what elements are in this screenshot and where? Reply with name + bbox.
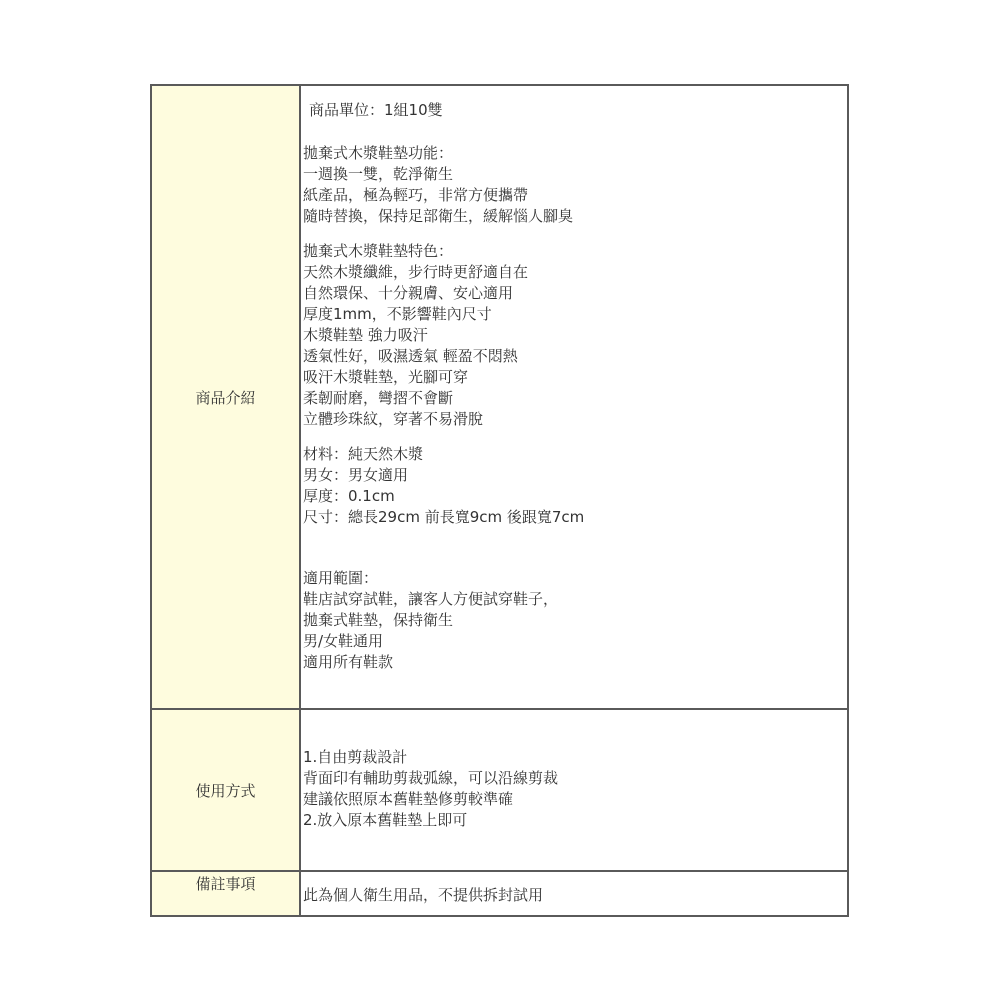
usage-line: 建議依照原本舊鞋墊修剪較準確 [303, 790, 514, 808]
usage-line: 1.自由剪裁設計 [303, 748, 408, 766]
feature-line: 木漿鞋墊 強力吸汗 [303, 326, 428, 344]
spec-thickness: 厚度：0.1cm [303, 487, 395, 505]
notes-row [151, 871, 848, 916]
usage-label: 使用方式 [151, 709, 300, 871]
scope-line: 鞋店試穿試鞋，讓客人方便試穿鞋子， [303, 590, 559, 608]
notes-content [300, 871, 848, 916]
spec-size: 尺寸：總長29cm 前長寬9cm 後跟寬7cm [303, 508, 585, 526]
scope-heading: 適用範圍： [303, 569, 379, 587]
function-section [301, 143, 847, 227]
usage-line: 2.放入原本舊鞋墊上即可 [303, 811, 468, 829]
feature-line: 吸汗木漿鞋墊，光腳可穿 [303, 368, 469, 386]
feature-line: 柔韌耐磨，彎摺不會斷 [303, 389, 454, 407]
features-section [301, 241, 847, 430]
spec-material: 材料：純天然木漿 [303, 445, 424, 463]
feature-line: 天然木漿纖維，步行時更舒適自在 [303, 263, 529, 281]
feature-line: 透氣性好，吸濕透氣 輕盈不悶熱 [303, 347, 518, 365]
scope-line: 男/女鞋通用 [303, 632, 384, 650]
notes-text: 此為個人衛生用品，不提供拆封試用 [303, 886, 544, 904]
specs-section [301, 444, 847, 528]
scope-line: 適用所有鞋款 [303, 653, 394, 671]
product-intro-label: 商品介紹 [151, 85, 300, 709]
spec-gender: 男女：男女適用 [303, 466, 409, 484]
usage-content [300, 709, 848, 871]
feature-line: 厚度1mm，不影響鞋內尺寸 [303, 305, 492, 323]
product-intro-content [300, 85, 848, 709]
notes-label: 備註事項 [151, 871, 300, 916]
function-line: 一週換一雙，乾淨衛生 [303, 165, 454, 183]
usage-line: 背面印有輔助剪裁弧線，可以沿線剪裁 [303, 769, 559, 787]
usage-row [151, 709, 848, 871]
product-unit-text: 商品單位：1組10雙 [309, 101, 443, 119]
feature-line: 自然環保、十分親膚、安心適用 [303, 284, 514, 302]
function-line: 紙產品，極為輕巧，非常方便攜帶 [303, 186, 529, 204]
product-spec-table [150, 84, 849, 917]
features-heading: 拋棄式木漿鞋墊特色： [303, 242, 454, 260]
scope-section [301, 568, 847, 673]
product-intro-row [151, 85, 848, 709]
function-heading: 拋棄式木漿鞋墊功能： [303, 144, 454, 162]
feature-line: 立體珍珠紋，穿著不易滑脫 [303, 410, 484, 428]
scope-line: 拋棄式鞋墊，保持衛生 [303, 611, 454, 629]
function-line: 隨時替換，保持足部衛生，緩解惱人腳臭 [303, 207, 574, 225]
